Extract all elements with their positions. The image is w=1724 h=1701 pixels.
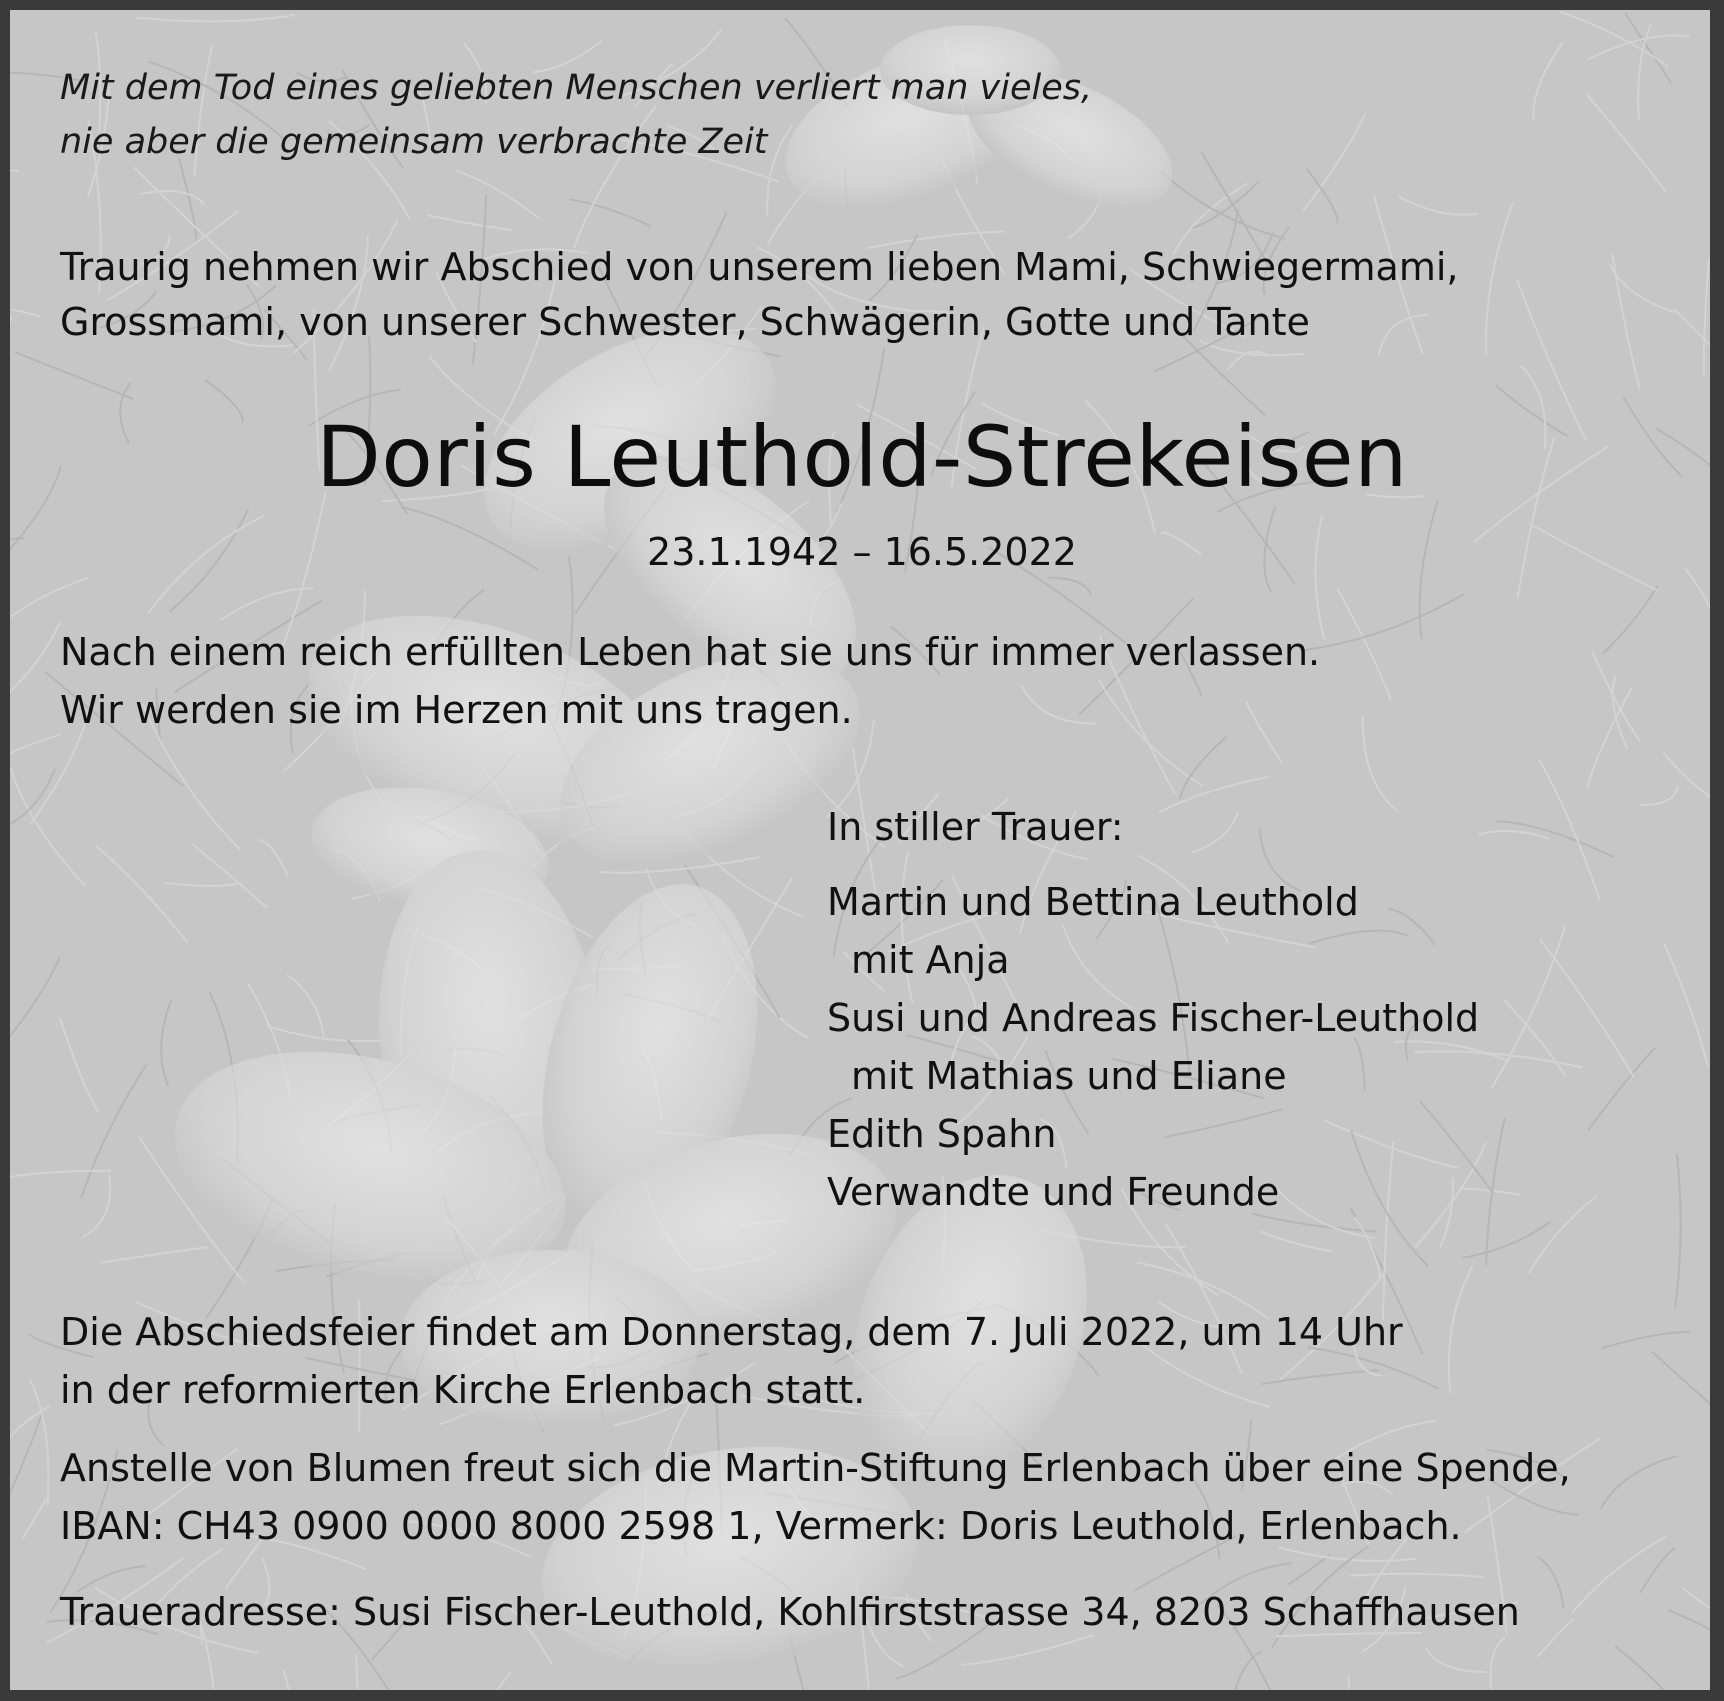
quote-line-1: Mit dem Tod eines geliebten Menschen verliert man vieles,: [60, 68, 1093, 108]
farewell-line-2: Wir werden sie im Herzen mit uns tragen.: [60, 688, 853, 732]
farewell-line-1: Nach einem reich erfüllten Leben hat sie uns für immer verlassen.: [60, 630, 1321, 674]
donation-line-2: IBAN: CH43 0900 0000 8000 2598 1, Vermerk: Doris Leuthold, Erlenbach.: [60, 1504, 1462, 1548]
intro-line-2: Grossmami, von unserer Schwester, Schwägerin, Gotte und Tante: [60, 300, 1310, 344]
donation-line-1: Anstelle von Blumen freut sich die Martin-Stiftung Erlenbach über eine Spende,: [60, 1446, 1571, 1490]
mourner-line: mit Anja: [851, 938, 1010, 982]
ceremony-line-2: in der reformierten Kirche Erlenbach statt.: [60, 1368, 866, 1412]
obituary-card: [10, 10, 1710, 1690]
mourners-heading: In stiller Trauer:: [827, 805, 1124, 849]
mourner-line: Verwandte und Freunde: [827, 1170, 1280, 1214]
life-dates: 23.1.1942 – 16.5.2022: [647, 530, 1077, 574]
mourner-line: Edith Spahn: [827, 1112, 1057, 1156]
mourner-line: mit Mathias und Eliane: [851, 1054, 1287, 1098]
quote-line-2: nie aber die gemeinsam verbrachte Zeit: [60, 122, 768, 162]
ceremony-line-1: Die Abschiedsfeier findet am Donnerstag, dem 7. Juli 2022, um 14 Uhr: [60, 1310, 1403, 1354]
obituary-content: [10, 10, 1710, 1690]
deceased-name: Doris Leuthold-Strekeisen: [316, 408, 1408, 506]
intro-line-1: Traurig nehmen wir Abschied von unserem lieben Mami, Schwiegermami,: [60, 245, 1459, 289]
address-line: Traueradresse: Susi Fischer-Leuthold, Kohlfirststrasse 34, 8203 Schaffhausen: [60, 1590, 1520, 1634]
mourner-line: Susi und Andreas Fischer-Leuthold: [827, 996, 1480, 1040]
mourner-line: Martin und Bettina Leuthold: [827, 880, 1359, 924]
